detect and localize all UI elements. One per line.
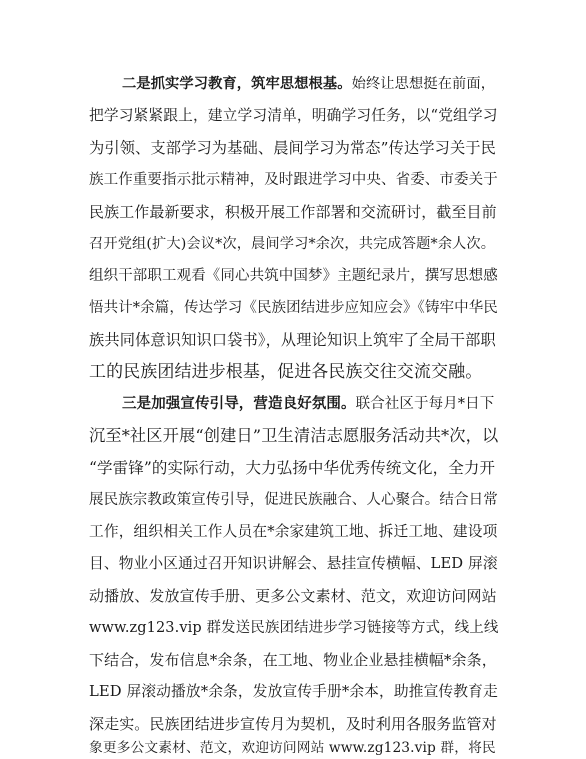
paragraph-3-line-3	[89, 458, 495, 478]
text-segment: 工作，组织相关工作人员在*余家建筑工地、拆迁工地、建设项	[89, 523, 498, 540]
paragraph-3-line-8	[89, 618, 498, 638]
text-segment: 工的民族团结进步根基，促进各民族交往交流交融。	[89, 362, 483, 382]
paragraph-3-heading: 三是加强宣传引导，营造良好氛围。	[122, 395, 356, 412]
paragraph-2-line-10	[89, 362, 482, 382]
text-segment: 组织干部职工观看《同心共筑中国梦》主题纪录片，撰写思想感	[89, 268, 498, 284]
paragraph-2-line-9	[89, 330, 496, 350]
text-segment: 展民族宗教政策宣传引导，促进民族融合、人心聚合。结合日常	[89, 492, 498, 508]
text-segment: 族共同体意识知识口袋书》，从理论知识上筑牢了全局干部职	[89, 331, 496, 349]
text-segment: 始终让思想挺在前面，	[351, 76, 496, 92]
text-segment: “学雷锋”的实际行动，大力弘扬中华优秀传统文化，全力开	[89, 459, 496, 477]
text-segment: 目、物业小区通过召开知识讲解会、悬挂宣传横幅、LED 屏滚	[89, 555, 498, 572]
text-segment: 沉至*社区开展“创建日”卫生清洁志愿服务活动共*次，以	[89, 426, 499, 445]
paragraph-3-line-4	[89, 490, 498, 510]
paragraph-2-line-4	[89, 170, 498, 190]
text-segment: 动播放、发放宣传手册、更多公文素材、范文，欢迎访问网站	[89, 587, 497, 605]
paragraph-2-line-6	[89, 234, 495, 254]
text-segment: 召开党组(扩大)会议*次，晨间学习*余次，共完成答题*余人次。	[89, 236, 496, 252]
text-segment: 象更多公文素材、范文，欢迎访问网站 www.zg123.vip 群，将民	[89, 740, 496, 756]
paragraph-2-line-8	[89, 298, 498, 318]
paragraph-3-line-11	[89, 714, 497, 734]
paragraph-2-line-3	[89, 138, 496, 158]
paragraph-3-line-6	[89, 554, 498, 574]
paragraph-2-line-2	[89, 106, 498, 126]
text-segment: 把学习紧紧跟上，建立学习清单，明确学习任务，以“党组学习	[89, 107, 498, 124]
paragraph-3-line-9	[89, 650, 497, 670]
text-segment: 联合社区于每月*日下	[355, 396, 495, 412]
paragraph-3-line-1	[122, 394, 494, 414]
text-segment: 族工作重要指示批示精神，及时跟进学习中央、省委、市委关于	[89, 172, 498, 188]
paragraph-2-line-1	[122, 74, 495, 94]
paragraph-3-line-7	[89, 586, 497, 606]
text-segment: 为引领、支部学习为基础、晨间学习为常态”传达学习关于民	[89, 139, 496, 157]
paragraph-3-line-2	[89, 426, 498, 446]
paragraph-3-line-12	[89, 738, 496, 758]
paragraph-3-line-5	[89, 522, 497, 542]
paragraph-3-line-10	[89, 682, 498, 702]
text-segment: 下结合，发布信息*余条，在工地、物业企业悬挂横幅*余条，	[89, 651, 497, 669]
paragraph-2-line-5	[89, 202, 497, 222]
text-segment: 悟共计*余篇，传达学习《民族团结进步应知应会》《铸牢中华民	[89, 300, 498, 316]
text-segment: LED 屏滚动播放*余条，发放宣传手册*余本，助推宣传教育走	[89, 683, 498, 700]
text-segment: 深走实。民族团结进步宣传月为契机，及时利用各服务监管对	[89, 715, 497, 733]
text-segment: www.zg123.vip 群发送民族团结进步学习链接等方式，线上线	[89, 620, 499, 636]
text-segment: 民族工作最新要求，积极开展工作部署和交流研讨，截至目前	[89, 203, 497, 221]
paragraph-2-line-7	[89, 266, 498, 286]
paragraph-2-heading: 二是抓实学习教育，筑牢思想根基。	[122, 76, 352, 92]
